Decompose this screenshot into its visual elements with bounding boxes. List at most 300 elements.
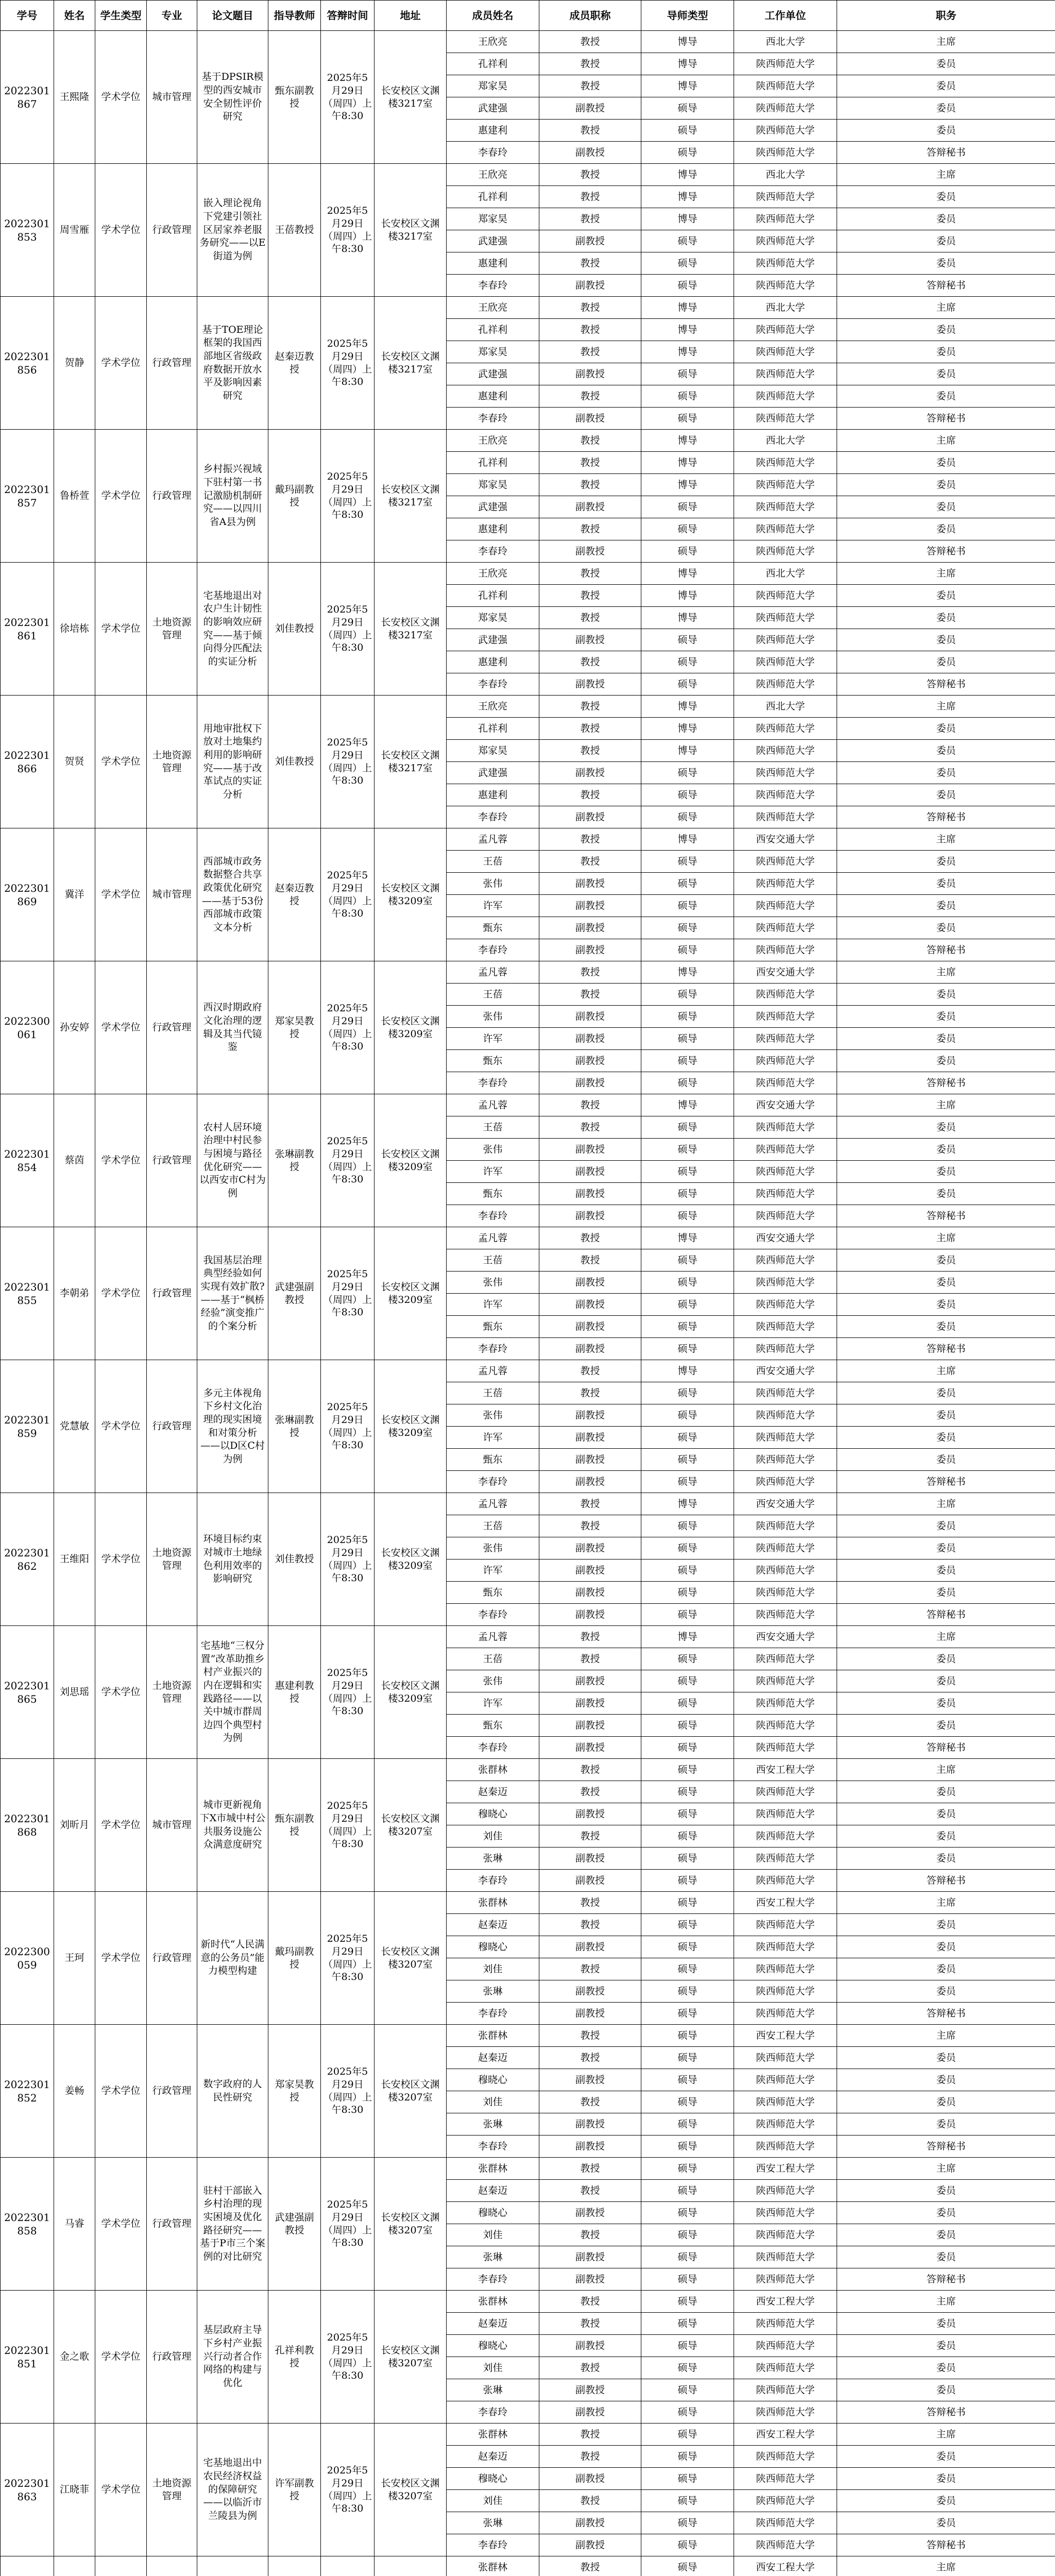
work-unit-cell: 陕西师范大学 <box>734 186 837 208</box>
member-rank-cell: 教授 <box>539 585 641 607</box>
member-name-cell: 许军 <box>447 1692 539 1715</box>
student-name-cell: 孙安婷 <box>54 961 95 1094</box>
member-name-cell: 李春玲 <box>447 1072 539 1094</box>
student-type-cell: 学术学位 <box>95 828 147 961</box>
student-type-cell: 学术学位 <box>95 2158 147 2291</box>
member-rank-cell: 教授 <box>539 1892 641 1914</box>
work-unit-cell: 陕西师范大学 <box>734 1715 837 1737</box>
student-name-cell: 王维阳 <box>54 1493 95 1626</box>
duty-cell: 答辩秘书 <box>837 275 1055 297</box>
header-member-name: 成员姓名 <box>447 1 539 31</box>
supervisor-type-cell: 博导 <box>641 1094 734 1116</box>
duty-cell: 委员 <box>837 2468 1055 2490</box>
address-cell: 长安校区文渊楼3217室 <box>375 297 447 430</box>
member-name-cell: 穆晓心 <box>447 2069 539 2091</box>
defense-time-cell: 2025年5月29日（周四）上午8:30 <box>321 430 375 563</box>
duty-cell: 答辩秘书 <box>837 673 1055 696</box>
member-rank-cell: 教授 <box>539 2424 641 2446</box>
supervisor-type-cell: 硕导 <box>641 1316 734 1338</box>
header-supervisor-type: 导师类型 <box>641 1 734 31</box>
supervisor-type-cell: 硕导 <box>641 1404 734 1427</box>
member-rank-cell: 教授 <box>539 1958 641 1980</box>
member-rank-cell: 副教授 <box>539 917 641 939</box>
duty-cell: 委员 <box>837 1006 1055 1028</box>
student-id-cell: 2022300059 <box>1 1892 54 2025</box>
member-name-cell: 惠建利 <box>447 252 539 275</box>
duty-cell: 主席 <box>837 1094 1055 1116</box>
duty-cell: 主席 <box>837 1759 1055 1781</box>
work-unit-cell: 陕西师范大学 <box>734 1648 837 1670</box>
supervisor-type-cell: 硕导 <box>641 2490 734 2512</box>
duty-cell: 答辩秘书 <box>837 1604 1055 1626</box>
supervisor-type-cell: 硕导 <box>641 2069 734 2091</box>
student-id-cell: 2022301867 <box>1 31 54 164</box>
supervisor-type-cell: 硕导 <box>641 2291 734 2313</box>
work-unit-cell: 陕西师范大学 <box>734 1272 837 1294</box>
supervisor-type-cell: 硕导 <box>641 2246 734 2268</box>
member-rank-cell: 副教授 <box>539 2268 641 2291</box>
member-rank-cell: 教授 <box>539 1781 641 1803</box>
duty-cell: 委员 <box>837 1980 1055 2003</box>
table-row <box>1 164 1055 186</box>
thesis-title-cell: 宅基地退出对农户生计韧性的影响效应研究——基于倾向得分匹配法的实证分析 <box>197 563 268 696</box>
work-unit-cell: 陕西师范大学 <box>734 2136 837 2158</box>
member-name-cell: 孔祥利 <box>447 186 539 208</box>
address-cell: 长安校区文渊楼3209室 <box>375 1227 447 1360</box>
header-work-unit: 工作单位 <box>734 1 837 31</box>
member-name-cell: 甄东 <box>447 1715 539 1737</box>
member-rank-cell: 教授 <box>539 1249 641 1272</box>
supervisor-type-cell: 博导 <box>641 430 734 452</box>
supervisor-type-cell: 硕导 <box>641 629 734 651</box>
member-name-cell: 孟凡蓉 <box>447 1493 539 1515</box>
member-name-cell: 穆晓心 <box>447 2202 539 2224</box>
member-rank-cell: 教授 <box>539 563 641 585</box>
member-rank-cell: 教授 <box>539 696 641 718</box>
supervisor-type-cell: 硕导 <box>641 1848 734 1870</box>
work-unit-cell: 西安工程大学 <box>734 1892 837 1914</box>
student-id-cell: 2022301862 <box>1 1493 54 1626</box>
student-type-cell: 学术学位 <box>95 1360 147 1493</box>
student-id-cell: 2022301865 <box>1 1626 54 1759</box>
work-unit-cell: 陕西师范大学 <box>734 1980 837 2003</box>
member-name-cell: 郑家昊 <box>447 474 539 496</box>
work-unit-cell: 西北大学 <box>734 696 837 718</box>
thesis-title-cell: 西汉时期政府文化治理的逻辑及其当代镜鉴 <box>197 961 268 1094</box>
member-name-cell: 赵秦迈 <box>447 2047 539 2069</box>
supervisor-type-cell: 硕导 <box>641 1382 734 1404</box>
supervisor-type-cell: 博导 <box>641 319 734 341</box>
supervisor-type-cell: 博导 <box>641 186 734 208</box>
duty-cell: 委员 <box>837 2490 1055 2512</box>
member-name-cell: 惠建利 <box>447 120 539 142</box>
member-rank-cell: 教授 <box>539 385 641 408</box>
work-unit-cell: 陕西师范大学 <box>734 629 837 651</box>
member-name-cell: 郑家昊 <box>447 75 539 97</box>
duty-cell: 委员 <box>837 341 1055 363</box>
supervisor-type-cell: 硕导 <box>641 540 734 563</box>
work-unit-cell: 陕西师范大学 <box>734 319 837 341</box>
member-name-cell: 王欣亮 <box>447 696 539 718</box>
duty-cell: 委员 <box>837 1781 1055 1803</box>
advisor-cell: 赵秦迈教授 <box>268 297 321 430</box>
supervisor-type-cell: 硕导 <box>641 673 734 696</box>
thesis-title-cell: 基层政府主导下乡村产业振兴行动者合作网络的构建与优化 <box>197 2291 268 2424</box>
duty-cell: 委员 <box>837 1249 1055 1272</box>
work-unit-cell: 陕西师范大学 <box>734 275 837 297</box>
major-cell: 行政管理 <box>147 2025 197 2158</box>
member-rank-cell: 教授 <box>539 474 641 496</box>
defense-time-cell: 2025年5月29日（周四）上午8:30 <box>321 297 375 430</box>
thesis-title-cell: 嵌入理论视角下党建引领社区居家养老服务研究——以E街道为例 <box>197 164 268 297</box>
member-rank-cell: 副教授 <box>539 2468 641 2490</box>
work-unit-cell: 陕西师范大学 <box>734 474 837 496</box>
work-unit-cell: 陕西师范大学 <box>734 873 837 895</box>
supervisor-type-cell: 硕导 <box>641 1515 734 1537</box>
duty-cell: 答辩秘书 <box>837 1205 1055 1227</box>
duty-cell: 委员 <box>837 1936 1055 1958</box>
supervisor-type-cell: 硕导 <box>641 2468 734 2490</box>
supervisor-type-cell: 硕导 <box>641 1205 734 1227</box>
work-unit-cell: 陕西师范大学 <box>734 252 837 275</box>
member-rank-cell: 教授 <box>539 208 641 230</box>
student-name-cell: 徐培栋 <box>54 563 95 696</box>
supervisor-type-cell: 硕导 <box>641 1560 734 1582</box>
member-rank-cell: 副教授 <box>539 1936 641 1958</box>
duty-cell: 委员 <box>837 230 1055 252</box>
member-name-cell: 张群林 <box>447 2424 539 2446</box>
work-unit-cell: 陕西师范大学 <box>734 851 837 873</box>
supervisor-type-cell: 硕导 <box>641 408 734 430</box>
duty-cell: 主席 <box>837 2291 1055 2313</box>
supervisor-type-cell: 博导 <box>641 208 734 230</box>
work-unit-cell: 陕西师范大学 <box>734 718 837 740</box>
supervisor-type-cell: 硕导 <box>641 2401 734 2424</box>
duty-cell: 主席 <box>837 2025 1055 2047</box>
header-thesis-title: 论文题目 <box>197 1 268 31</box>
member-rank-cell: 副教授 <box>539 540 641 563</box>
member-name-cell: 王蓓 <box>447 1648 539 1670</box>
supervisor-type-cell: 博导 <box>641 1227 734 1249</box>
member-rank-cell: 副教授 <box>539 1294 641 1316</box>
supervisor-type-cell: 硕导 <box>641 1759 734 1781</box>
defense-time-cell: 2025年5月29日（周四）上午8:30 <box>321 1227 375 1360</box>
work-unit-cell: 陕西师范大学 <box>734 1249 837 1272</box>
member-rank-cell: 副教授 <box>539 2246 641 2268</box>
major-cell: 土地资源管理 <box>147 696 197 828</box>
duty-cell: 委员 <box>837 718 1055 740</box>
header-major: 专业 <box>147 1 197 31</box>
duty-cell: 委员 <box>837 2246 1055 2268</box>
member-name-cell: 甄东 <box>447 917 539 939</box>
member-name-cell: 惠建利 <box>447 518 539 540</box>
member-name-cell: 刘佳 <box>447 2357 539 2379</box>
student-id-cell: 2022301851 <box>1 2291 54 2424</box>
student-name-cell: 周雪雁 <box>54 164 95 297</box>
work-unit-cell: 陕西师范大学 <box>734 651 837 673</box>
duty-cell: 委员 <box>837 895 1055 917</box>
student-id-cell: 2022301854 <box>1 1094 54 1227</box>
work-unit-cell: 西安工程大学 <box>734 2556 837 2576</box>
advisor-cell: 张琳副教授 <box>268 1360 321 1493</box>
duty-cell: 委员 <box>837 1582 1055 1604</box>
work-unit-cell: 陕西师范大学 <box>734 2446 837 2468</box>
supervisor-type-cell: 博导 <box>641 297 734 319</box>
member-name-cell: 武建强 <box>447 230 539 252</box>
member-name-cell: 许军 <box>447 1560 539 1582</box>
work-unit-cell: 陕西师范大学 <box>734 939 837 961</box>
work-unit-cell: 西北大学 <box>734 31 837 53</box>
student-id-cell: 2022301861 <box>1 563 54 696</box>
major-cell: 行政管理 <box>147 164 197 297</box>
advisor-cell: 张琳副教授 <box>268 1094 321 1227</box>
supervisor-type-cell: 硕导 <box>641 1050 734 1072</box>
thesis-title-cell: 基于DPSIR模型的西安城市安全韧性评价研究 <box>197 31 268 164</box>
member-name-cell: 李春玲 <box>447 2003 539 2025</box>
student-name-cell: 蔡茵 <box>54 1094 95 1227</box>
work-unit-cell: 陕西师范大学 <box>734 1670 837 1692</box>
supervisor-type-cell: 硕导 <box>641 2512 734 2534</box>
duty-cell: 委员 <box>837 120 1055 142</box>
work-unit-cell: 陕西师范大学 <box>734 1604 837 1626</box>
duty-cell: 委员 <box>837 474 1055 496</box>
work-unit-cell: 陕西师范大学 <box>734 806 837 828</box>
work-unit-cell: 陕西师范大学 <box>734 2401 837 2424</box>
student-type-cell: 学术学位 <box>95 696 147 828</box>
header-row <box>1 1 1055 31</box>
duty-cell: 答辩秘书 <box>837 1870 1055 1892</box>
student-name-cell: 李朝弟 <box>54 1227 95 1360</box>
table-row <box>1 2025 1055 2047</box>
member-rank-cell: 教授 <box>539 784 641 806</box>
work-unit-cell: 陕西师范大学 <box>734 1560 837 1582</box>
member-name-cell: 张伟 <box>447 1006 539 1028</box>
work-unit-cell: 陕西师范大学 <box>734 518 837 540</box>
work-unit-cell: 陕西师范大学 <box>734 1958 837 1980</box>
work-unit-cell: 陕西师范大学 <box>734 2534 837 2556</box>
duty-cell: 答辩秘书 <box>837 1072 1055 1094</box>
member-rank-cell: 教授 <box>539 1493 641 1515</box>
header-student-id: 学号 <box>1 1 54 31</box>
duty-cell: 答辩秘书 <box>837 142 1055 164</box>
member-name-cell: 王蓓 <box>447 1382 539 1404</box>
work-unit-cell: 陕西师范大学 <box>734 408 837 430</box>
supervisor-type-cell: 硕导 <box>641 275 734 297</box>
major-cell: 城市管理 <box>147 31 197 164</box>
member-name-cell: 孟凡蓉 <box>447 1094 539 1116</box>
member-rank-cell: 副教授 <box>539 1006 641 1028</box>
table-row <box>1 2424 1055 2446</box>
duty-cell: 委员 <box>837 2202 1055 2224</box>
duty-cell: 委员 <box>837 1316 1055 1338</box>
member-name-cell: 张琳 <box>447 2379 539 2401</box>
student-id-cell: 2022301853 <box>1 164 54 297</box>
duty-cell: 委员 <box>837 385 1055 408</box>
member-rank-cell: 副教授 <box>539 1050 641 1072</box>
member-rank-cell: 教授 <box>539 319 641 341</box>
work-unit-cell: 陕西师范大学 <box>734 895 837 917</box>
duty-cell: 委员 <box>837 518 1055 540</box>
supervisor-type-cell: 硕导 <box>641 120 734 142</box>
table-row <box>1 696 1055 718</box>
address-cell: 长安校区文渊楼3217室 <box>375 563 447 696</box>
member-rank-cell: 教授 <box>539 452 641 474</box>
member-rank-cell: 教授 <box>539 1825 641 1848</box>
member-name-cell: 武建强 <box>447 629 539 651</box>
member-rank-cell: 教授 <box>539 1227 641 1249</box>
supervisor-type-cell: 硕导 <box>641 1737 734 1759</box>
member-rank-cell: 副教授 <box>539 1737 641 1759</box>
member-name-cell: 武建强 <box>447 97 539 120</box>
member-rank-cell: 副教授 <box>539 142 641 164</box>
address-cell: 长安校区文渊楼3209室 <box>375 1360 447 1493</box>
defense-time-cell: 2025年5月29日（周四）上午8:30 <box>321 2424 375 2556</box>
member-rank-cell: 副教授 <box>539 2401 641 2424</box>
advisor-cell <box>268 2556 321 2576</box>
work-unit-cell: 陕西师范大学 <box>734 1139 837 1161</box>
duty-cell: 委员 <box>837 2091 1055 2113</box>
work-unit-cell: 西安工程大学 <box>734 2158 837 2180</box>
member-rank-cell: 副教授 <box>539 230 641 252</box>
major-cell: 行政管理 <box>147 1094 197 1227</box>
work-unit-cell: 陕西师范大学 <box>734 75 837 97</box>
member-rank-cell: 教授 <box>539 2091 641 2113</box>
supervisor-type-cell: 硕导 <box>641 518 734 540</box>
supervisor-type-cell: 硕导 <box>641 784 734 806</box>
supervisor-type-cell: 硕导 <box>641 2446 734 2468</box>
duty-cell: 主席 <box>837 430 1055 452</box>
member-name-cell: 张伟 <box>447 1272 539 1294</box>
major-cell: 土地资源管理 <box>147 2424 197 2556</box>
member-rank-cell: 副教授 <box>539 1427 641 1449</box>
student-id-cell: 2022301863 <box>1 2424 54 2556</box>
member-rank-cell: 教授 <box>539 1759 641 1781</box>
member-name-cell: 张琳 <box>447 2512 539 2534</box>
member-name-cell: 惠建利 <box>447 784 539 806</box>
supervisor-type-cell: 硕导 <box>641 1648 734 1670</box>
member-rank-cell: 副教授 <box>539 1870 641 1892</box>
member-name-cell: 赵秦迈 <box>447 2313 539 2335</box>
work-unit-cell: 陕西师范大学 <box>734 1825 837 1848</box>
work-unit-cell: 陕西师范大学 <box>734 1870 837 1892</box>
member-name-cell: 刘佳 <box>447 1825 539 1848</box>
supervisor-type-cell: 博导 <box>641 828 734 851</box>
member-rank-cell: 副教授 <box>539 806 641 828</box>
work-unit-cell: 陕西师范大学 <box>734 1072 837 1094</box>
work-unit-cell: 西北大学 <box>734 164 837 186</box>
duty-cell: 委员 <box>837 2069 1055 2091</box>
supervisor-type-cell: 硕导 <box>641 1249 734 1272</box>
member-name-cell: 王欣亮 <box>447 164 539 186</box>
student-name-cell: 刘昕月 <box>54 1759 95 1892</box>
member-rank-cell: 教授 <box>539 2158 641 2180</box>
duty-cell: 委员 <box>837 319 1055 341</box>
student-name-cell: 江晓菲 <box>54 2424 95 2556</box>
defense-time-cell: 2025年5月29日（周四）上午8:30 <box>321 1759 375 1892</box>
defense-time-cell: 2025年5月29日（周四）上午8:30 <box>321 1892 375 2025</box>
thesis-title-cell: 西部城市政务数据整合共享政策优化研究——基于53份西部城市政策文本分析 <box>197 828 268 961</box>
member-name-cell: 李春玲 <box>447 1338 539 1360</box>
student-type-cell: 学术学位 <box>95 2424 147 2556</box>
duty-cell: 委员 <box>837 186 1055 208</box>
supervisor-type-cell: 硕导 <box>641 1692 734 1715</box>
duty-cell: 委员 <box>837 1648 1055 1670</box>
member-rank-cell: 副教授 <box>539 1471 641 1493</box>
member-rank-cell: 教授 <box>539 518 641 540</box>
student-id-cell: 2022301856 <box>1 297 54 430</box>
table-row <box>1 31 1055 53</box>
member-name-cell: 孔祥利 <box>447 718 539 740</box>
member-name-cell: 李春玲 <box>447 2534 539 2556</box>
member-name-cell: 刘佳 <box>447 2091 539 2113</box>
supervisor-type-cell: 博导 <box>641 164 734 186</box>
defense-time-cell: 2025年5月29日（周四）上午8:30 <box>321 1493 375 1626</box>
member-rank-cell: 教授 <box>539 607 641 629</box>
work-unit-cell: 西安交通大学 <box>734 828 837 851</box>
address-cell: 长安校区文渊楼3217室 <box>375 164 447 297</box>
supervisor-type-cell: 硕导 <box>641 1161 734 1183</box>
member-name-cell: 李春玲 <box>447 1205 539 1227</box>
member-name-cell: 李春玲 <box>447 1870 539 1892</box>
student-name-cell: 金之歌 <box>54 2291 95 2424</box>
thesis-title-cell: 乡村振兴视域下驻村第一书记激励机制研究——以四川省A县为例 <box>197 430 268 563</box>
work-unit-cell: 陕西师范大学 <box>734 1294 837 1316</box>
advisor-cell: 惠建利教授 <box>268 1626 321 1759</box>
member-name-cell: 武建强 <box>447 363 539 385</box>
duty-cell: 委员 <box>837 2180 1055 2202</box>
supervisor-type-cell: 硕导 <box>641 1604 734 1626</box>
duty-cell: 答辩秘书 <box>837 2268 1055 2291</box>
work-unit-cell: 西安工程大学 <box>734 2424 837 2446</box>
thesis-title-cell: 多元主体视角下乡村文化治理的现实困境和对策分析——以D区C村为例 <box>197 1360 268 1493</box>
duty-cell: 委员 <box>837 851 1055 873</box>
supervisor-type-cell: 博导 <box>641 474 734 496</box>
supervisor-type-cell: 硕导 <box>641 1715 734 1737</box>
address-cell: 长安校区文渊楼3209室 <box>375 828 447 961</box>
supervisor-type-cell: 博导 <box>641 452 734 474</box>
student-id-cell: 2022301869 <box>1 828 54 961</box>
duty-cell: 答辩秘书 <box>837 1737 1055 1759</box>
table-body <box>1 31 1055 2576</box>
table-row <box>1 1892 1055 1914</box>
member-rank-cell: 副教授 <box>539 2335 641 2357</box>
supervisor-type-cell: 硕导 <box>641 1582 734 1604</box>
defense-time-cell: 2025年5月29日（周四）上午8:30 <box>321 31 375 164</box>
duty-cell: 主席 <box>837 961 1055 984</box>
address-cell <box>375 2556 447 2576</box>
work-unit-cell: 陕西师范大学 <box>734 762 837 784</box>
advisor-cell: 刘佳教授 <box>268 696 321 828</box>
duty-cell: 委员 <box>837 2047 1055 2069</box>
defense-time-cell <box>321 2556 375 2576</box>
work-unit-cell: 陕西师范大学 <box>734 1582 837 1604</box>
duty-cell: 主席 <box>837 563 1055 585</box>
member-rank-cell: 教授 <box>539 961 641 984</box>
thesis-title-cell: 新时代“人民满意的公务员”能力模型构建 <box>197 1892 268 2025</box>
duty-cell: 答辩秘书 <box>837 1338 1055 1360</box>
member-name-cell: 许军 <box>447 1427 539 1449</box>
duty-cell: 委员 <box>837 585 1055 607</box>
defense-time-cell: 2025年5月29日（周四）上午8:30 <box>321 164 375 297</box>
supervisor-type-cell: 硕导 <box>641 2113 734 2136</box>
duty-cell: 委员 <box>837 452 1055 474</box>
member-name-cell: 王欣亮 <box>447 430 539 452</box>
advisor-cell: 孔祥利教授 <box>268 2291 321 2424</box>
member-name-cell: 孔祥利 <box>447 319 539 341</box>
work-unit-cell: 陕西师范大学 <box>734 1781 837 1803</box>
duty-cell: 答辩秘书 <box>837 408 1055 430</box>
duty-cell: 主席 <box>837 31 1055 53</box>
